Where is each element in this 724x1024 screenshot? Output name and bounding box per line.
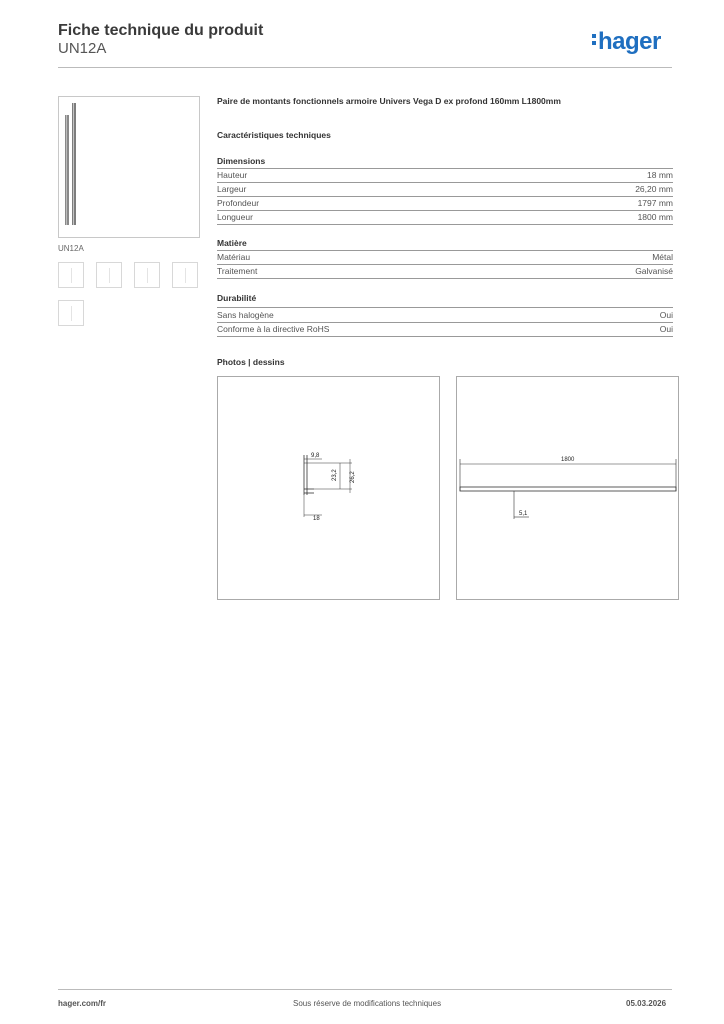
spec-label: Traitement xyxy=(217,266,258,276)
group-durabilite-title: Durabilité xyxy=(217,293,257,303)
group-matiere-title: Matière xyxy=(217,238,247,248)
dim-label: 23,2 xyxy=(332,469,338,481)
page-title: Fiche technique du produit xyxy=(58,22,264,39)
dim-label: 1800 xyxy=(561,457,575,463)
product-reference: UN12A xyxy=(58,40,107,57)
hager-logo xyxy=(592,28,661,56)
thumbnail-caption: UN12A xyxy=(58,244,84,253)
thumbnail-2[interactable] xyxy=(96,262,122,288)
spec-row xyxy=(217,211,673,225)
spec-label: Matériau xyxy=(217,252,251,262)
dim-label: 9,8 xyxy=(311,453,320,459)
spec-label: Largeur xyxy=(217,184,247,194)
logo-text: hager xyxy=(598,28,661,55)
spec-label: Longueur xyxy=(217,212,253,222)
rail-image-icon xyxy=(59,97,199,237)
spec-row xyxy=(217,197,673,211)
spec-label: Hauteur xyxy=(217,170,248,180)
spec-row xyxy=(217,183,673,197)
thumbnail-5[interactable] xyxy=(58,300,84,326)
drawing-cross-section[interactable] xyxy=(217,376,440,600)
cross-section-drawing xyxy=(218,377,439,599)
spec-label: Conforme à la directive RoHS xyxy=(217,324,330,334)
spec-value: Métal xyxy=(652,252,673,262)
thumbnail-3[interactable] xyxy=(134,262,160,288)
spec-row xyxy=(217,323,673,337)
spec-value: 18 mm xyxy=(647,170,673,180)
spec-value: Oui xyxy=(659,324,673,334)
photos-heading: Photos | dessins xyxy=(217,357,285,367)
spec-value: Oui xyxy=(659,310,673,320)
spec-row xyxy=(217,309,673,323)
product-main-image[interactable] xyxy=(58,96,200,238)
dim-label: 5,1 xyxy=(519,511,528,517)
footer-date: 05.03.2026 xyxy=(626,999,667,1008)
spec-value: 1797 mm xyxy=(637,198,673,208)
side-view-drawing xyxy=(457,377,678,599)
spec-value: Galvanisé xyxy=(635,266,673,276)
drawing-side-view[interactable] xyxy=(456,376,679,600)
spec-row xyxy=(217,251,673,265)
rail-body xyxy=(460,487,676,491)
spec-value: 1800 mm xyxy=(637,212,673,222)
group-divider xyxy=(217,307,673,308)
specs-heading: Caractéristiques techniques xyxy=(217,130,331,140)
thumbnail-1[interactable] xyxy=(58,262,84,288)
group-dimensions-title: Dimensions xyxy=(217,156,266,166)
header-divider xyxy=(58,67,672,68)
footer-divider xyxy=(58,989,672,990)
spec-label: Profondeur xyxy=(217,198,260,208)
spec-value: 26,20 mm xyxy=(635,184,673,194)
dim-label: 26,2 xyxy=(350,471,356,483)
footer-notice: Sous réserve de modifications techniques xyxy=(293,999,442,1008)
dim-label: 18 xyxy=(313,516,320,522)
footer-website-link[interactable]: hager.com/fr xyxy=(58,999,107,1008)
thumbnail-4[interactable] xyxy=(172,262,198,288)
logo-dots-icon xyxy=(592,31,596,48)
spec-row xyxy=(217,265,673,279)
product-description: Paire de montants fonctionnels armoire Univers Vega D ex profond 160mm L1800mm xyxy=(217,96,561,106)
spec-label: Sans halogène xyxy=(217,310,274,320)
spec-row xyxy=(217,169,673,183)
